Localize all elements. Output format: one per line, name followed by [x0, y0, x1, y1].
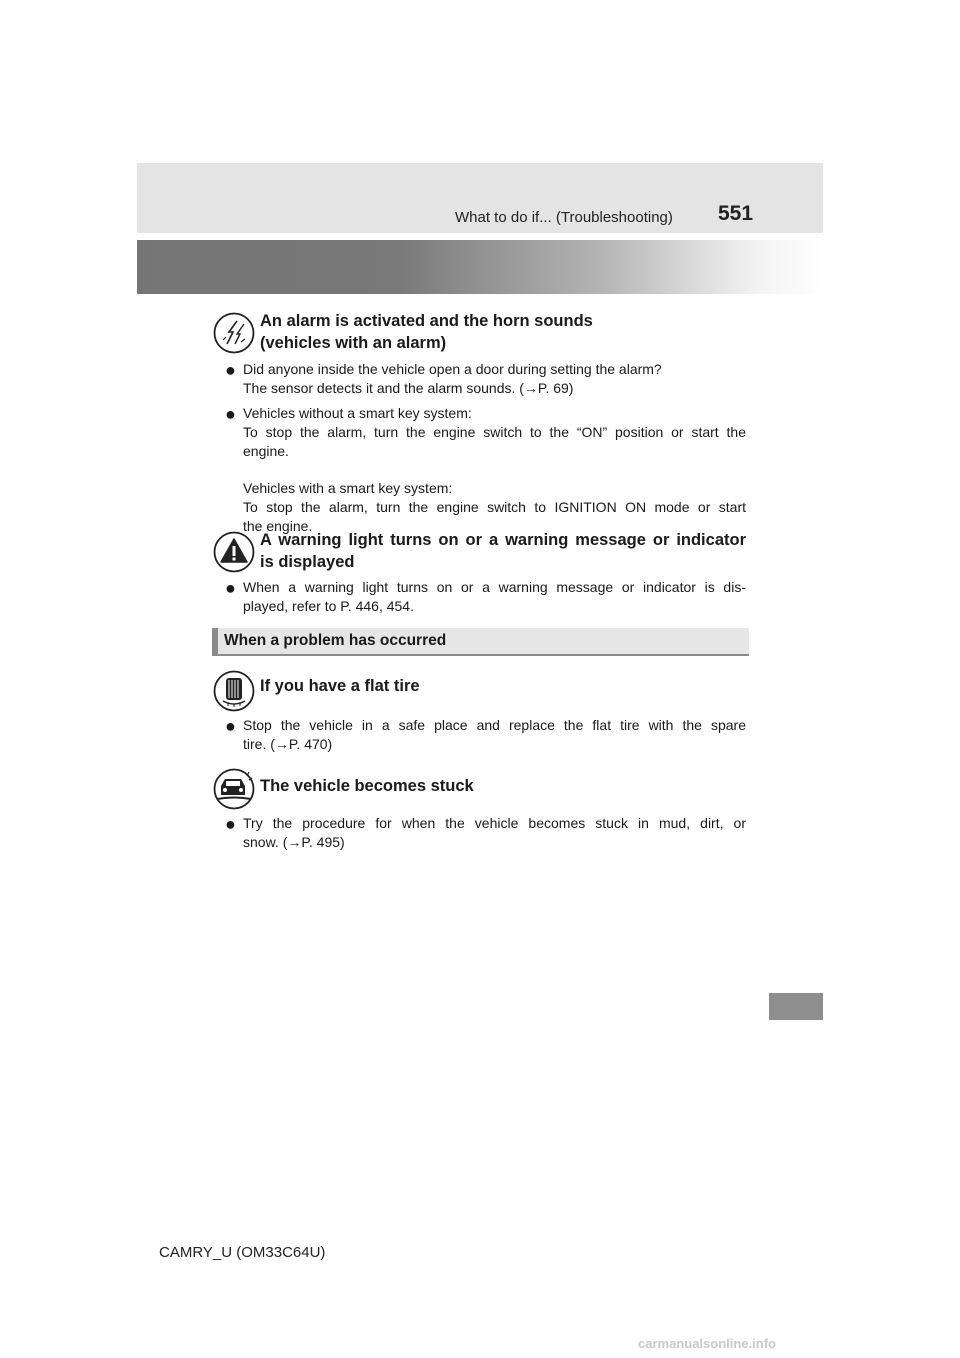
item-heading-warning-cont: is displayed: [260, 553, 355, 571]
item-text: Vehicles without a smart key system: To stop the alarm, turn the engine switch to the “ON” position or start the engine.: [243, 405, 746, 459]
bullet-marker: ●: [225, 716, 236, 736]
section-heading-bar: [212, 628, 749, 656]
bullet-marker: ●: [225, 360, 236, 380]
footer-model-code: CAMRY_U (OM33C64U): [159, 1244, 326, 1261]
watermark: carmanualsonline.info: [638, 1336, 776, 1351]
stuck-vehicle-icon: [213, 768, 255, 810]
item-heading-warning: A warning light turns on or a warning message or indicator: [260, 531, 746, 549]
chapter-gradient-band: [137, 240, 823, 294]
item-heading-flat-tire: If you have a flat tire: [260, 677, 420, 695]
section-accent: [212, 628, 218, 654]
alarm-horn-icon: [213, 312, 255, 354]
item-text: Did anyone inside the vehicle open a door during setting the alarm? The sensor detects it and the alarm sounds. (→P. 69): [243, 361, 662, 396]
warning-triangle-icon: [213, 531, 255, 573]
bullet-marker: ●: [225, 814, 236, 834]
flat-tire-icon: [213, 670, 255, 712]
header-section-title: What to do if... (Troubleshooting): [455, 209, 673, 226]
item-heading-alarm: An alarm is activated and the horn sounds (vehicles with an alarm): [260, 312, 593, 352]
item-text: When a warning light turns on or a warning message or indicator is dis- played, refer to P. 446, 454.: [243, 579, 746, 614]
chapter-side-tab: [769, 993, 823, 1020]
item-text: Try the procedure for when the vehicle becomes stuck in mud, dirt, or snow. (→P. 495): [243, 815, 746, 850]
item-text: Stop the vehicle in a safe place and replace the flat tire with the spare tire. (→P. 470): [243, 717, 746, 752]
item-text: Vehicles with a smart key system: To stop the alarm, turn the engine switch to IGNITION ON mode or start the engine.: [243, 480, 746, 534]
bullet-marker: ●: [225, 404, 236, 424]
item-heading-stuck: The vehicle becomes stuck: [260, 777, 474, 795]
section-title: When a problem has occurred: [224, 632, 447, 649]
bullet-marker: ●: [225, 578, 236, 598]
page-number: 551: [718, 202, 754, 225]
